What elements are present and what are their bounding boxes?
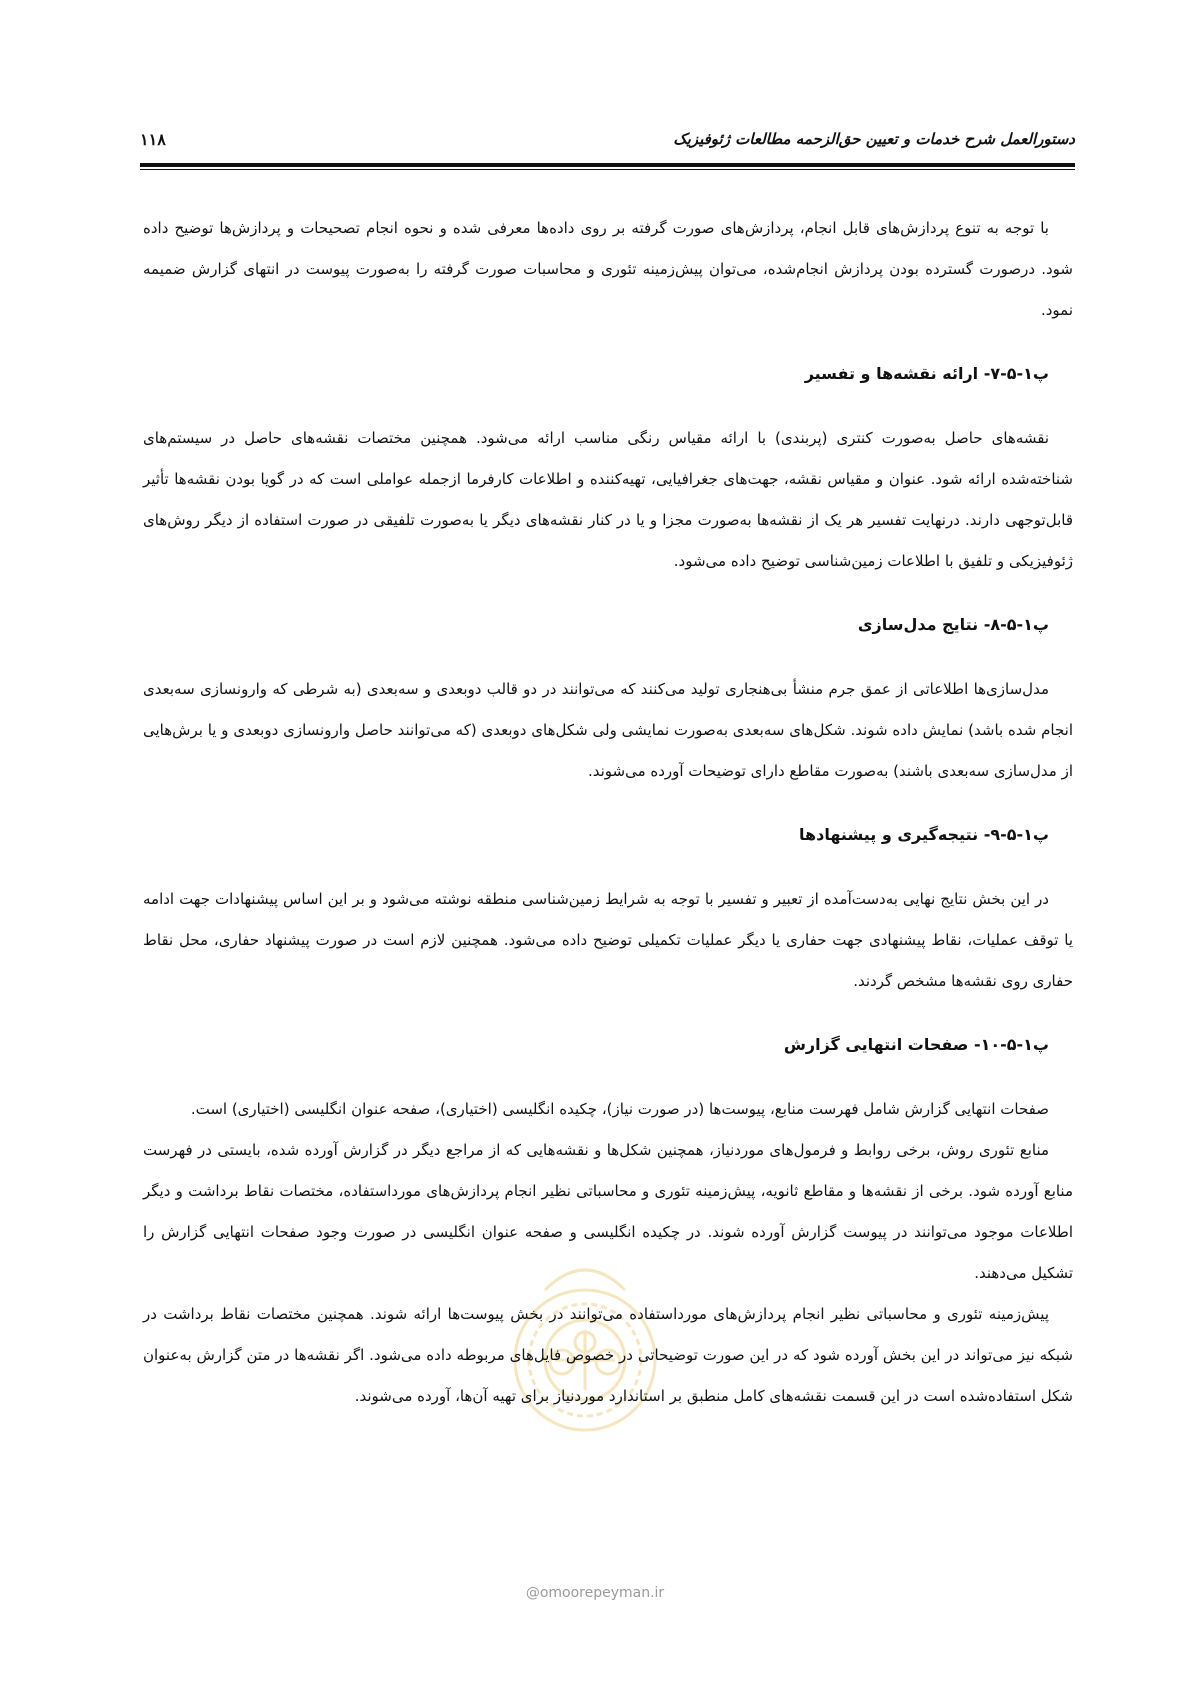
header-rule-thick bbox=[140, 163, 1075, 167]
header-title: دستورالعمل شرح خدمات و تعیین حق‌الزحمه مطالعات ژئوفیزیک bbox=[673, 130, 1075, 148]
watermark-url: @omoorepeyman.ir bbox=[525, 1585, 665, 1601]
page-header bbox=[140, 124, 1075, 164]
page-number: ۱۱۸ bbox=[140, 130, 166, 149]
section-paragraph: منابع تئوری روش، برخی روابط و فرمول‌های موردنیاز، همچنین شکل‌ها و نقشه‌هایی که از مراجع دیگر در گزارش آورده شده، بایستی در فهرست منابع آورده شود. برخی از نقشه‌ها و مقاطع ثانویه، پیش‌زمینه تئوری و محاسباتی نظیر انجام پردازش‌های مورداستفاده، مختصات نقاط برداشت و دیگر اطلاعات موجود می‌توانند در پیوست گزارش آورده شوند. در چکیده انگلیسی و صفحه عنوان انگلیسی در صورت وجود صفحات انتهایی گزارش را تشکیل می‌دهند. bbox=[143, 1141, 1073, 1282]
header-rule-thin bbox=[140, 169, 1075, 170]
section-paragraph: نقشه‌های حاصل به‌صورت کنتری (پربندی) با ارائه مقیاس رنگی مناسب ارائه می‌شود. همچنین مختصات نقشه‌های حاصل در سیستم‌های شناخته‌شده ارائه شود. عنوان و مقیاس نقشه، جهت‌های جغرافیایی، تهیه‌کننده و اطلاعات کارفرما ازجمله عواملی است که در گویا بودن نقشه‌ها تأثیر قابل‌توجهی دارند. درنهایت تفسیر هر یک از نقشه‌ها به‌صورت مجزا و یا در کنار نقشه‌های دیگر یا به‌صورت تلفیقی در صورت استفاده از دیگر روش‌های ژئوفیزیکی و تلفیق با اطلاعات زمین‌شناسی توضیح داده می‌شود. bbox=[143, 429, 1073, 570]
page-content bbox=[143, 208, 1073, 1417]
section-heading-modeling: پ۱-۵-۸- نتایج مدل‌سازی bbox=[857, 615, 1049, 634]
section-heading-conclusions: پ۱-۵-۹- نتیجه‌گیری و پیشنهادها bbox=[799, 825, 1049, 844]
section-heading-maps: پ۱-۵-۷- ارائه نقشه‌ها و تفسیر bbox=[804, 364, 1049, 383]
section-paragraph: پیش‌زمینه تئوری و محاسباتی نظیر انجام پردازش‌های مورداستفاده می‌توانند در بخش پیوست‌ها ارائه شوند. همچنین مختصات نقاط برداشت در شبکه نیز می‌تواند در این بخش آورده شود که در این صورت توضیحاتی در خصوص فایل‌های مربوطه داده می‌شود. اگر نقشه‌ها در متن گزارش به‌عنوان شکل استفاده‌شده است در این قسمت نقشه‌های کامل منطبق بر استاندارد موردنیاز برای تهیه آن‌ها، آورده می‌شوند. bbox=[143, 1305, 1073, 1405]
intro-paragraph: با توجه به تنوع پردازش‌های قابل انجام، پردازش‌های صورت گرفته بر روی داده‌ها معرفی شده و نحوه انجام تصحیحات و پردازش‌ها توضیح داده شود. درصورت گسترده بودن پردازش انجام‌شده، می‌توان پیش‌زمینه تئوری و محاسبات صورت گرفته را به‌صورت پیوست در انتهای گزارش ضمیمه نمود. bbox=[143, 219, 1073, 319]
section-paragraph: صفحات انتهایی گزارش شامل فهرست منابع، پیوست‌ها (در صورت نیاز)، چکیده انگلیسی (اختیاری)، صفحه عنوان انگلیسی (اختیاری) است. bbox=[190, 1100, 1049, 1118]
section-paragraph: در این بخش نتایج نهایی به‌دست‌آمده از تعبیر و تفسیر با توجه به شرایط زمین‌شناسی منطقه نوشته می‌شود و بر این اساس پیشنهادات جهت ادامه یا توقف عملیات، نقاط پیشنهادی جهت حفاری یا دیگر عملیات تکمیلی توضیح داده می‌شود. همچنین لازم است در صورت پیشنهاد حفاری، محل نقاط حفاری روی نقشه‌ها مشخص گردند. bbox=[143, 890, 1073, 990]
section-paragraph: مدل‌سازی‌ها اطلاعاتی از عمق جرم منشأ بی‌هنجاری تولید می‌کنند که می‌توانند در دو قالب دوبعدی و سه‌بعدی (به شرطی که وارونسازی سه‌بعدی انجام شده باشد) نمایش داده شوند. شکل‌های سه‌بعدی به‌صورت نمایشی ولی شکل‌های دوبعدی (که می‌توانند حاصل وارونسازی دوبعدی و یا برش‌هایی از مدل‌سازی سه‌بعدی باشند) به‌صورت مقاطع دارای توضیحات آورده می‌شوند. bbox=[143, 680, 1073, 780]
section-heading-final-pages: پ۱-۵-۱۰- صفحات انتهایی گزارش bbox=[783, 1035, 1049, 1054]
